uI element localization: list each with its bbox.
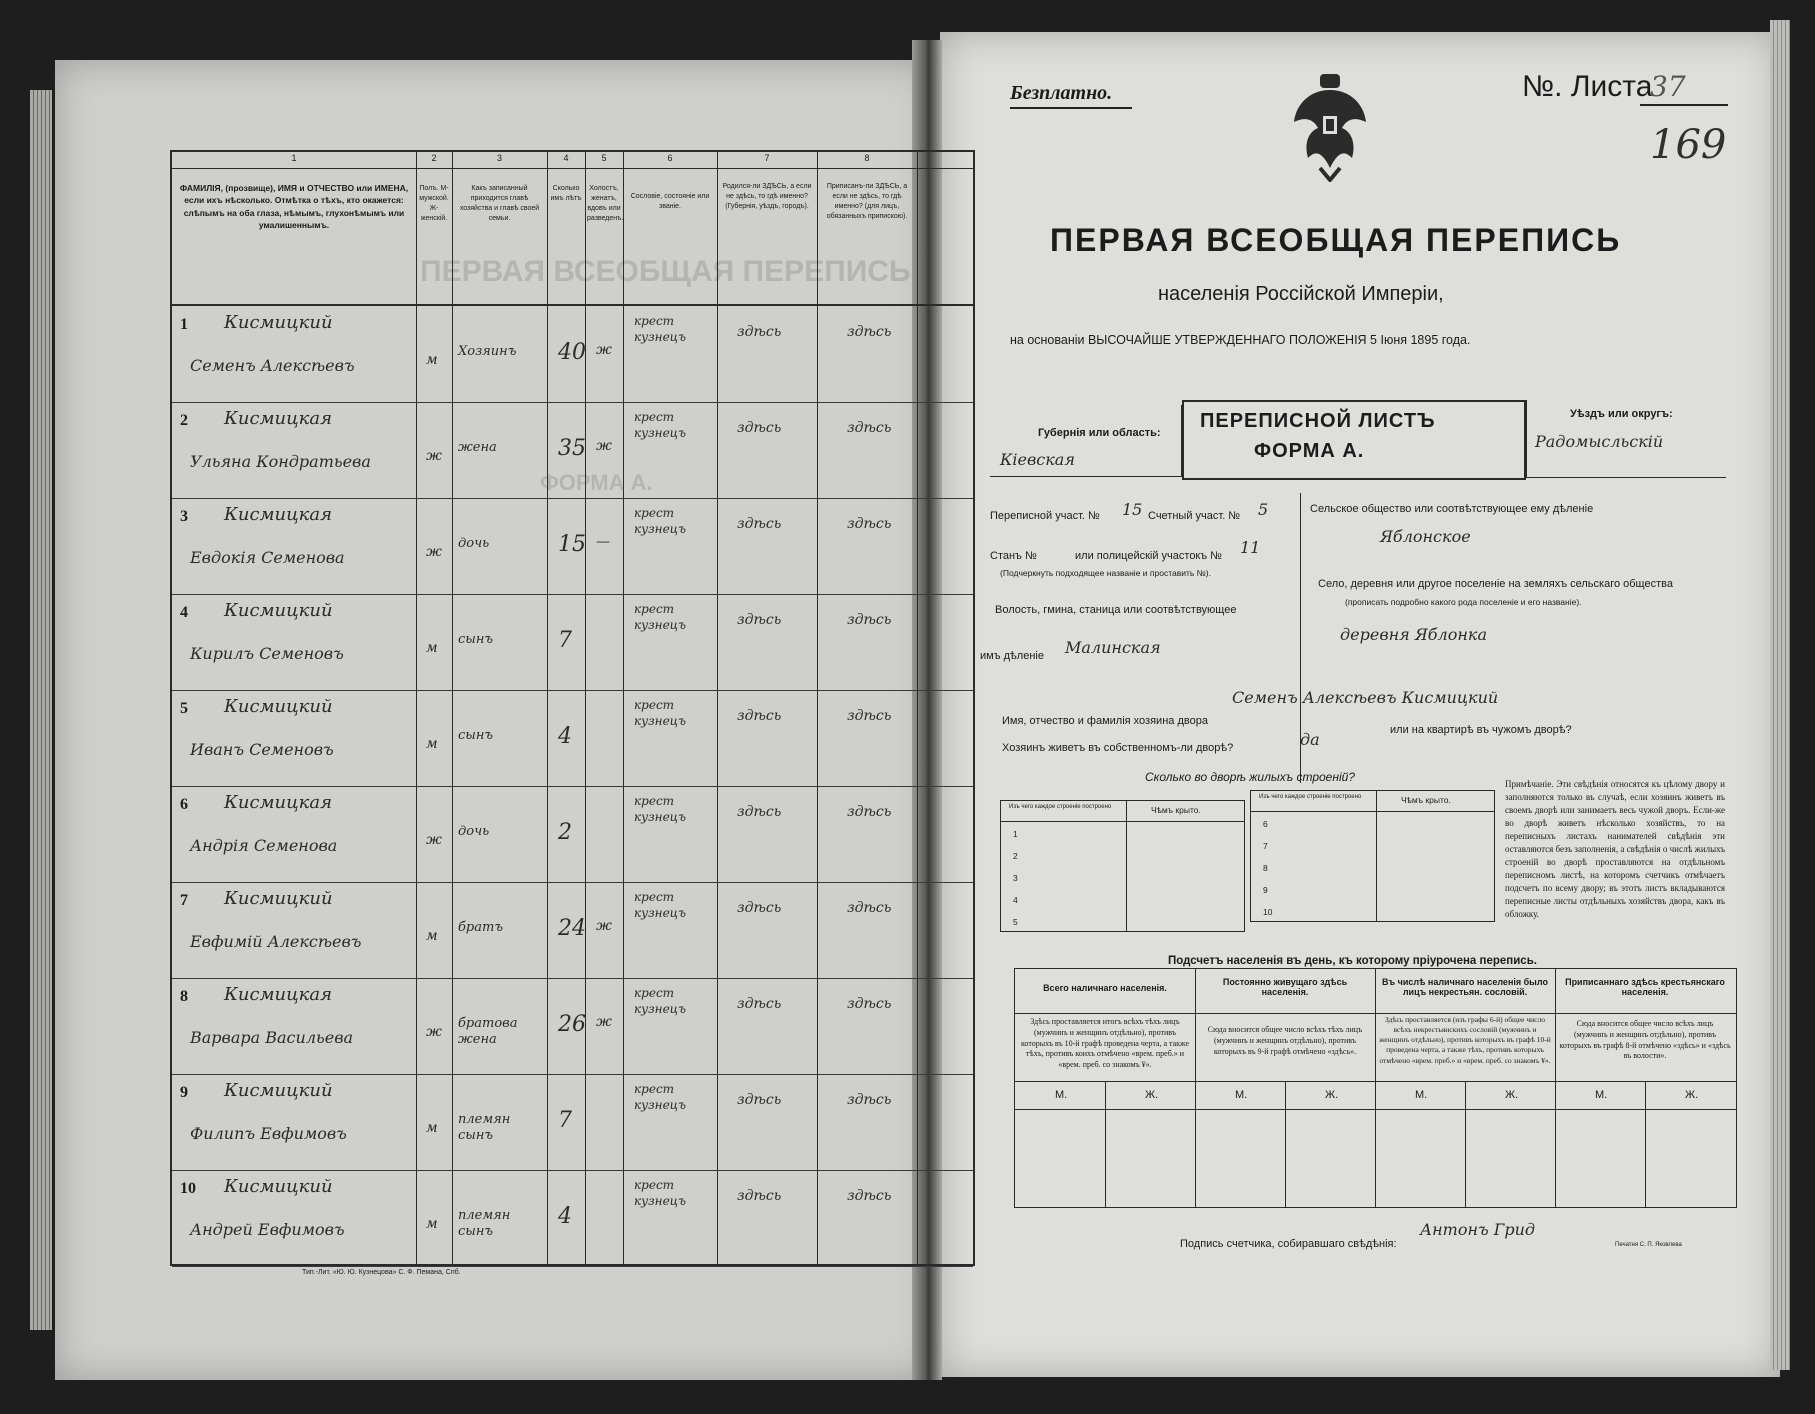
row-sex: м [426,352,438,368]
stan-label: Станъ № [990,550,1037,562]
row-marital: ж [596,1014,612,1030]
row-marital: ж [596,342,612,358]
table-row [172,498,973,595]
bt-row-2: 2 [1013,851,1018,861]
row-surname: Кисмицкая [224,792,333,813]
row-relation: племян сынъ [458,1208,511,1239]
row-number: 5 [180,700,188,717]
row-marital: ж [596,438,612,454]
volost-value: Малинская [1065,638,1161,657]
own-yard-label: Хозяинъ живетъ въ собственномъ-ли дворѣ? [1002,742,1234,754]
police-label: или полицейскій участокъ № [1075,550,1222,562]
society-label: Сельское общество или соотвѣтствующее ему дѣленіе [1310,503,1594,515]
m-label-3: М. [1415,1089,1428,1101]
row-sex: ж [426,832,442,848]
row-estate: крест кузнецъ [634,698,687,728]
row-age: 2 [558,820,572,845]
police-value: 11 [1240,538,1261,557]
row-relation: жена [458,440,497,455]
table-row [172,690,973,787]
table-row [172,786,973,883]
table-row [172,306,973,403]
sheet-number-underline [1640,104,1728,106]
row-estate: крест кузнецъ [634,1082,687,1112]
count-title: Подсчетъ населенія въ день, къ которому пріурочена перепись. [1168,955,1537,967]
row-registration: здѣсь [847,420,892,436]
row-birthplace: здѣсь [737,1188,782,1204]
row-birthplace: здѣсь [737,900,782,916]
header-relation: Какъ записанный приходится главѣ хозяйства и главѣ своей семьи. [459,185,540,223]
table-row [172,882,973,979]
uezd-value: Радомысльскій [1535,432,1664,451]
row-age: 24 [558,916,586,941]
row-registration: здѣсь [847,324,892,340]
bleed-through-title: ПЕРВАЯ ВСЕОБЩАЯ ПЕРЕПИСЬ [420,255,911,288]
f-label-3: Ж. [1505,1089,1519,1101]
row-surname: Кисмицкий [224,312,333,333]
row-registration: здѣсь [847,708,892,724]
buildings-label: Сколько во дворѣ жилыхъ строеній? [1145,770,1355,784]
row-given-name: Ульяна Кондратьева [190,452,371,471]
bt-right-head-b: Чѣмъ крыто. [1401,795,1451,805]
count-district-label: Счетный участ. № [1148,510,1241,522]
col-number-4: 4 [563,153,569,163]
m-label-4: М. [1595,1089,1608,1101]
row-birthplace: здѣсь [737,612,782,628]
row-surname: Кисмицкая [224,984,333,1005]
row-relation: братъ [458,920,503,935]
owner-value: Семенъ Алексѣевъ Кисмицкий [1232,688,1499,707]
row-relation: братова жена [458,1016,518,1047]
f-label-4: Ж. [1685,1089,1699,1101]
row-estate: крест кузнецъ [634,890,687,920]
row-number: 3 [180,508,188,525]
row-relation: племян сынъ [458,1112,511,1143]
row-surname: Кисмицкая [224,504,333,525]
census-district-value: 15 [1122,500,1143,519]
owner-label: Имя, отчество и фамилія хозяина двора [1002,715,1208,727]
row-estate: крест кузнецъ [634,410,687,440]
bt-row-8: 8 [1263,863,1268,873]
row-number: 10 [180,1180,196,1197]
col-number-1: 1 [291,153,297,163]
row-given-name: Филипъ Евфимовъ [190,1124,347,1143]
sheet-number-label: №. Листа [1522,70,1653,103]
volost-label-2: имъ дѣленіе [980,650,1044,662]
row-given-name: Евдокія Семенова [190,548,345,567]
count-col-4-head: Приписаннаго здѣсь крестьянскаго населенія. [1565,977,1725,997]
bt-row-7: 7 [1263,841,1268,851]
header-age: Сколько имъ лѣтъ [550,185,582,203]
row-surname: Кисмицкий [224,888,333,909]
row-given-name: Евфимій Алексѣевъ [190,932,362,951]
row-number: 9 [180,1084,188,1101]
row-number: 1 [180,316,188,333]
bt-row-5: 5 [1013,917,1018,927]
buildings-note: Примѣчаніе. Эти свѣдѣнія относятся къ цѣлому двору и заполняются только въ случаѣ, если хозяинъ живетъ въ своемъ дворѣ или занимаетъ весь чужой дворъ. Если-же во дворѣ живетъ нѣсколько хозяйствъ, то на переписныхъ листахъ нанимателей свѣдѣнія эти оставляются безъ заполненія, а свѣдѣнія о числѣ жилыхъ строеній во дворѣ проставляются на отдѣльномъ переписномъ листѣ, на которомъ счетчикъ отмѣчаетъ подсчетъ по всему двору; въ этотъ листъ вкладываются переписные листы отдѣльныхъ хозяйствъ двора, какъ въ обложку. [1505,779,1725,920]
row-marital: — [596,534,610,550]
buildings-table-left [1000,800,1245,932]
row-given-name: Андрія Семенова [190,836,338,855]
bt-row-4: 4 [1013,895,1018,905]
bt-row-9: 9 [1263,885,1268,895]
row-relation: сынъ [458,728,494,743]
col-number-5: 5 [601,153,607,163]
row-sex: м [426,736,438,752]
legal-basis: на основаніи ВЫСОЧАЙШЕ УТВЕРЖДЕННАГО ПОЛОЖЕНІЯ 5 Іюня 1895 года. [1010,333,1471,347]
bt-left-head-b: Чѣмъ крыто. [1151,805,1201,815]
count-col-3-body: Здѣсь проставляется (изъ графы 6-й) общее число всѣхъ некрестьянскихъ сословій (мужчинъ и женщинъ отдѣльно), противъ которыхъ въ графѣ 10-й проведена черта, а также тѣхъ, противъ которыхъ отмѣчено «врем. преб.» и «врем. преб. со знакомъ ¥». [1379,1015,1551,1065]
f-label-1: Ж. [1145,1089,1159,1101]
imperial-eagle-emblem [1290,72,1370,182]
row-relation: дочь [458,536,490,551]
row-given-name: Варвара Васильева [190,1028,354,1047]
bt-left-head-a: Изъ чего каждое строеніе построено [1009,804,1112,810]
row-given-name: Семенъ Алексѣевъ [190,356,355,375]
header-marital: Холостъ, женатъ, вдовъ или разведенъ. [587,185,624,223]
document-title: ПЕРВАЯ ВСЕОБЩАЯ ПЕРЕПИСЬ [1050,222,1622,258]
row-number: 4 [180,604,188,621]
society-value: Яблонское [1380,527,1471,546]
row-relation: сынъ [458,632,494,647]
row-sex: ж [426,544,442,560]
row-sex: м [426,1216,438,1232]
col-number-6: 6 [667,153,673,163]
row-relation: Хозяинъ [458,344,517,359]
handwritten-page-number: 169 [1650,122,1727,168]
row-given-name: Кирилъ Семеновъ [190,644,344,663]
row-estate: крест кузнецъ [634,314,687,344]
gubernia-label: Губернія или область: [1038,427,1161,439]
header-sex: Полъ. М-мужской. Ж-женскій. [419,185,449,223]
row-given-name: Андрей Евфимовъ [190,1220,345,1239]
row-sex: ж [426,1024,442,1040]
row-sex: м [426,1120,438,1136]
header-registration: Приписанъ-ли ЗДѢСЬ, а если не здѣсь, то гдѣ именно? (для лицъ, обязанныхъ припискою). [826,183,908,221]
bt-row-3: 3 [1013,873,1018,883]
row-number: 2 [180,412,188,429]
count-col-1-head: Всего наличнаго населенія. [1043,983,1167,993]
row-relation: дочь [458,824,490,839]
row-registration: здѣсь [847,804,892,820]
row-age: 7 [558,1108,572,1133]
row-surname: Кисмицкий [224,1080,333,1101]
bt-row-1: 1 [1013,829,1018,839]
row-estate: крест кузнецъ [634,602,687,632]
count-col-2-head: Постоянно живущаго здѣсь населенія. [1222,977,1348,997]
underline-note: (Подчеркнуть подходящее названіе и проставить №). [1000,568,1211,578]
bleed-through-form: ФОРМА А. [540,470,653,495]
header-name: ФАМИЛІЯ, (прозвище), ИМЯ и ОТЧЕСТВО или ИМЕНА, если ихъ нѣсколько. Отмѣтка о тѣхъ, кто окажется: слѣпымъ на оба глаза, нѣмымъ, глухонѣмымъ или умалишеннымъ. [179,183,409,230]
row-age: 4 [558,1204,572,1229]
row-surname: Кисмицкий [224,696,333,717]
document-subtitle: населенія Россійской Имперіи, [1158,283,1444,305]
signature-value: Антонъ Грид [1420,1220,1536,1239]
count-col-4-body: Сюда вносится общее число всѣхъ лицъ (мужчинъ и женщинъ отдѣльно), противъ которыхъ въ графѣ 8-й отмѣчено «здѣсь» и «здѣсь въ волости». [1559,1019,1731,1061]
col-number-7: 7 [764,153,770,163]
row-sex: м [426,928,438,944]
row-registration: здѣсь [847,900,892,916]
row-registration: здѣсь [847,1092,892,1108]
volost-label-1: Волость, гмина, станица или соотвѣтствующее [995,604,1237,616]
row-registration: здѣсь [847,612,892,628]
right-page-edge [1770,20,1790,1370]
col-number-3: 3 [496,153,502,163]
count-col-2-body: Сюда вносится общее число всѣхъ тѣхъ лицъ (мужчинъ и женщинъ отдѣльно), противъ которыхъ въ 9-й графѣ отмѣчено «здѣсь». [1207,1025,1363,1056]
f-label-2: Ж. [1325,1089,1339,1101]
population-count-table [1014,968,1737,1208]
row-birthplace: здѣсь [737,516,782,532]
row-given-name: Иванъ Семеновъ [190,740,334,759]
row-estate: крест кузнецъ [634,1178,687,1208]
row-marital: ж [596,918,612,934]
bt-row-10: 10 [1263,907,1273,917]
col-number-2: 2 [431,153,437,163]
row-age: 7 [558,628,572,653]
bt-right-head-a: Изъ чего каждое строеніе построено [1259,794,1362,800]
count-district-value: 5 [1258,500,1269,519]
bt-row-6: 6 [1263,819,1268,829]
row-registration: здѣсь [847,1188,892,1204]
row-registration: здѣсь [847,516,892,532]
left-printer-line: Тип.-Лит. «Ю. Ю. Кузнецова» С. Ф. Пемана, Спб. [302,1269,461,1276]
row-estate: крест кузнецъ [634,794,687,824]
row-number: 7 [180,892,188,909]
header-estate: Сословіе, состояніе или званіе. [630,193,710,211]
right-printer-line: Печатня С. П. Яковлева [1615,1242,1682,1248]
form-title-line-2: ФОРМА А. [1254,440,1365,462]
col-number-8: 8 [864,153,870,163]
m-label-1: М. [1055,1089,1068,1101]
row-surname: Кисмицкая [224,408,333,429]
table-row [172,594,973,691]
row-birthplace: здѣсь [737,804,782,820]
row-sex: м [426,640,438,656]
village-value: деревня Яблонка [1340,625,1487,644]
census-district-label: Переписной участ. № [990,510,1100,522]
table-row [172,1170,973,1267]
row-surname: Кисмицкий [224,600,333,621]
row-estate: крест кузнецъ [634,986,687,1016]
row-number: 8 [180,988,188,1005]
form-title-line-1: ПЕРЕПИСНОЙ ЛИСТЪ [1200,410,1436,432]
own-yard-value: да [1300,730,1320,749]
sheet-number-value: 37 [1650,70,1686,103]
row-age: 26 [558,1012,586,1037]
header-birthplace: Родился-ли ЗДѢСЬ, а если не здѣсь, то гдѣ именно? (Губернія, уѣздъ, городъ). [722,183,812,211]
row-birthplace: здѣсь [737,1092,782,1108]
row-age: 40 [558,340,586,365]
row-birthplace: здѣсь [737,708,782,724]
row-birthplace: здѣсь [737,996,782,1012]
signature-label: Подпись счетчика, собиравшаго свѣдѣнія: [1180,1238,1397,1250]
gubernia-value: Кіевская [1000,450,1075,469]
census-table [170,150,975,1266]
left-page-edge [30,90,52,1330]
rent-label: или на квартирѣ въ чужомъ дворѣ? [1390,724,1572,736]
buildings-table-right [1250,790,1495,922]
row-sex: ж [426,448,442,464]
row-age: 4 [558,724,572,749]
row-age: 15 [558,532,586,557]
row-registration: здѣсь [847,996,892,1012]
table-row [172,1074,973,1171]
village-label: Село, деревня или другое поселеніе на земляхъ сельскаго общества [1318,578,1673,590]
table-row [172,978,973,1075]
row-number: 6 [180,796,188,813]
row-birthplace: здѣсь [737,324,782,340]
table-row [172,402,973,499]
village-note: (прописать подробно какого рода поселеніе и его названіе). [1345,597,1582,607]
row-birthplace: здѣсь [737,420,782,436]
row-age: 35 [558,436,586,461]
m-label-2: М. [1235,1089,1248,1101]
row-surname: Кисмицкий [224,1176,333,1197]
free-label: Безплатно. [1010,82,1132,109]
uezd-label: Уѣздъ или округъ: [1570,408,1673,420]
count-col-1-body: Здѣсь проставляется итогъ всѣхъ тѣхъ лицъ (мужчинъ и женщинъ отдѣльно), противъ которыхъ въ 10-й графѣ проведена черта, а также тѣхъ, противъ коихъ отмѣчено «врем. преб.» и «врем. преб. со знакомъ ¥». [1020,1017,1190,1070]
row-estate: крест кузнецъ [634,506,687,536]
count-col-3-head: Въ числѣ наличнаго населенія было лицъ некрестьян. сословій. [1382,977,1548,997]
